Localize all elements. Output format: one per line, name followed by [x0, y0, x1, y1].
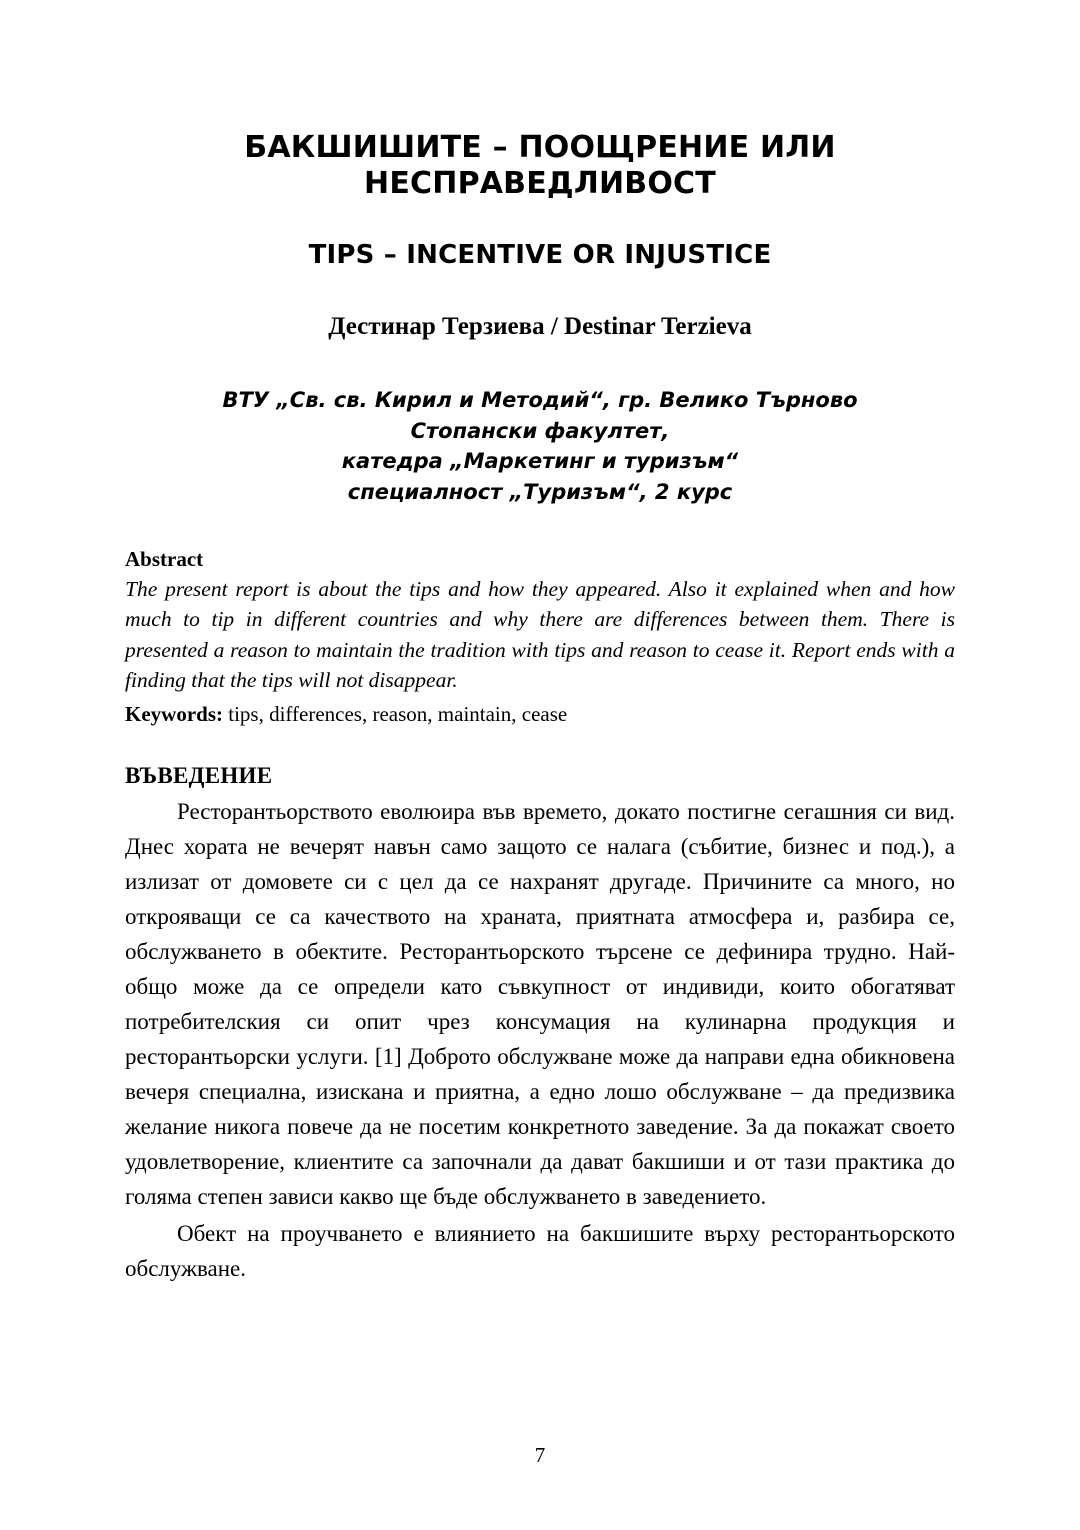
affiliation-line-1: ВТУ „Св. св. Кирил и Методий“, гр. Велико Търново — [222, 388, 858, 413]
page-title-bulgarian: БАКШИШИТЕ – ПООЩРЕНИЕ ИЛИ НЕСПРАВЕДЛИВОСТ — [244, 130, 836, 201]
author-name: Дестинар Терзиева / Destinar Terzieva — [328, 313, 752, 341]
abstract-heading: Abstract — [125, 546, 204, 571]
keywords-label: Keywords: — [125, 702, 223, 726]
body-paragraph: Ресторантьорството еволюира във времето, докато постигне сегашния си вид. Днес хората не вечерят навън само защото се налага (събитие, бизнес и под.), а излизат от домовете си с цел да се нахранят другаде. Причините са много, но открояващи се са качеството на храната, приятната атмосфера и, разбира се, обслужването в обектите. Ресторантьорското търсене се дефинира трудно. Най-общо може да се определи като съвкупност от индивиди, които обогатяват потребителския си опит чрез консумация на кулинарна продукция и ресторантьорски услуги. [1] Доброто обслужване може да направи една обикновена вечеря специална, изискана и приятна, а едно лошо обслужване – да предизвика желание никога повече да не посетим конкретното заведение. За да покажат своето удовлетворение, клиентите са започнали да дават бакшиши и от тази практика до голяма степен зависи какво ще бъде обслужването в заведението. — [125, 799, 955, 1209]
page-number: 7 — [534, 1443, 546, 1467]
keywords-line — [125, 700, 955, 729]
keywords-value: tips, differences, reason, maintain, cease — [223, 702, 568, 726]
affiliation-block — [125, 385, 955, 507]
abstract-text: The present report is about the tips and how they appeared. Also it explained when and how much to tip in different countries and why there are differences between them. There is presented a reason to maintain the tradition with tips and reason to cease it. Report ends with a finding that the tips will not disappear. — [125, 576, 955, 693]
affiliation-line-3: катедра „Маркетинг и туризъм“ — [341, 449, 739, 474]
affiliation-line-2: Стопански факултет, — [410, 418, 670, 443]
page-title-english: TIPS – INCENTIVE OR INJUSTICE — [308, 240, 772, 270]
affiliation-line-4: специалност „Туризъм“, 2 курс — [347, 479, 733, 504]
body-paragraph: Обект на проучването е влиянието на бакшишите върху ресторантьорското обслужване. — [125, 1220, 955, 1281]
section-heading-introduction: ВЪВЕДЕНИЕ — [125, 763, 273, 789]
